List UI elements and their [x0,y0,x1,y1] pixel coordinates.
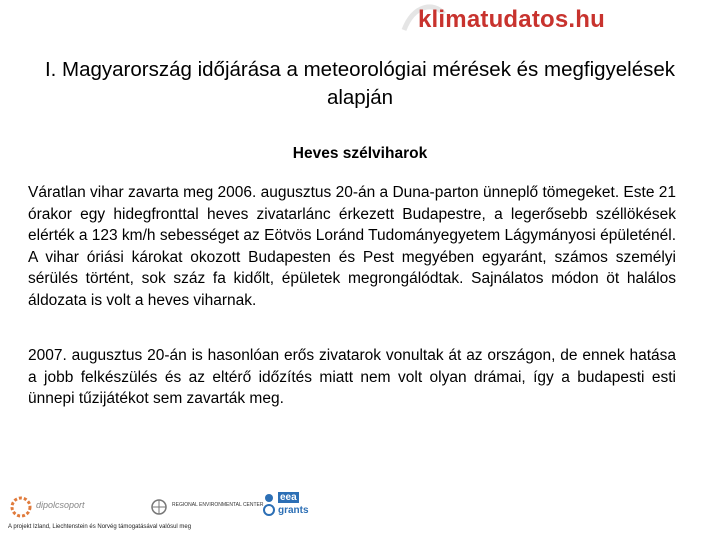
rec-text: REGIONAL ENVIRONMENTAL CENTER [172,502,264,508]
grants-text: grants [278,505,309,516]
klimatudatos-logo [400,0,720,44]
page-title: I. Magyarország időjárása a meteorológiai mérések és megfigyelések alapján [44,58,676,109]
partner-footer [0,490,720,540]
paragraph-2007-storm: 2007. augusztus 20-án is hasonlóan erős zivatarok vonultak át az országon, de ennek hatása a jobb felkészülés és az eltérő időzítés miatt nem volt olyan drámai, így a budapesti esti ünnepi tűzijátékot sem zavarták meg. [28,347,676,407]
eea-drop-icon [262,492,276,518]
rec-logo [150,492,270,522]
paragraph-2006-storm: Váratlan vihar zavarta meg 2006. augusztus 20-án a Duna-parton ünneplő tömegeket. Este 21 órakor egy hidegfronttal heves zivatarlánc érkezett Budapestre, a legerősebb széllökések elérték a 123 km/h sebességet az Eötvös Loránd Tudományegyetem Lágymányosi épületénél. A vihar óriási károkat okozott Budapesten és Pest megyében egyaránt, számos személyi sérülés történt, sok száz fa kidőlt, épületek megrongálódtak. Sajnálatos módon öt halálos áldozata is volt a heves viharnak. [28,184,676,309]
logo-text: klimatudatos.hu [418,6,606,33]
eea-text: eea [280,492,297,503]
rec-globe-icon [150,498,168,516]
dipol-circle-icon [10,496,32,518]
eea-grants-logo [262,490,312,522]
dipolcsoport-logo [10,494,120,522]
dipol-text: dipolcsoport [36,500,85,510]
funding-disclaimer: A projekt Izland, Liechtenstein és Norvég támogatásával valósul meg [8,524,192,530]
section-subtitle: Heves szélviharok [292,145,428,162]
